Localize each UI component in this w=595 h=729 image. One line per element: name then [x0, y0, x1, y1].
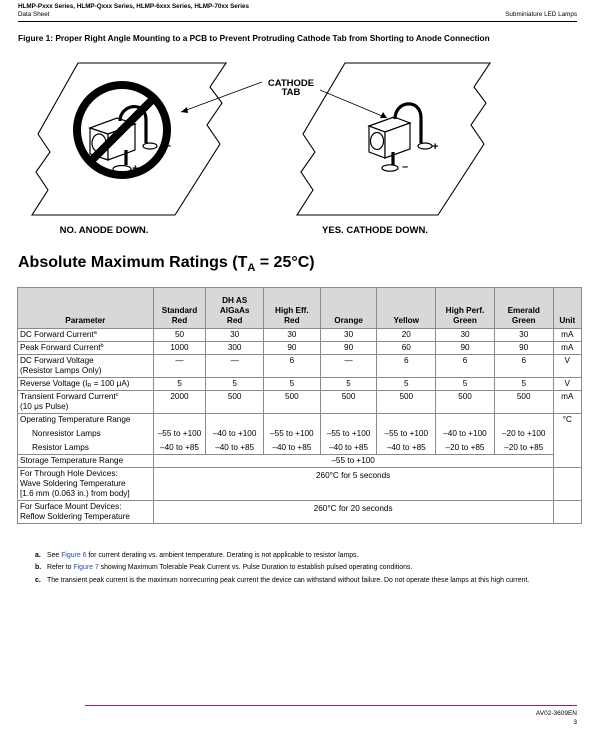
col-header-parameter: Parameter — [18, 288, 154, 329]
footnote-b: b. Refer to Figure 7 showing Maximum Tolerable Peak Current vs. Pulse Duration to establish pulsed operating conditions. — [35, 564, 413, 572]
col-header-dh-algaas-red: DH AS AlGaAs Red — [206, 288, 264, 329]
table-row: DC Forward Current$^a$ 50 30 30 30 20 30 30 mA — [18, 329, 582, 342]
table-row: For Surface Mount Devices: Reflow Soldering Temperature 260°C for 20 seconds — [18, 501, 582, 524]
doc-number: AV02-3609EN — [535, 710, 577, 717]
section-title — [18, 254, 315, 272]
header-series: HLMP-Pxxx Series, HLMP-Qxxx Series, HLMP-6xxx Series, HLMP-70xx Series — [18, 3, 249, 10]
table-row: Operating Temperature Range Nonresistor Lamps Resistor Lamps –55 to +100 –40 to +85 –40 to +100 –40 to +85 –55 to +100 –40 to +85 –55 to +100 –40 to +85 –55 to +100 –40 to +85 –40 to +100 –20 to +85 –20 to +100 –20 to +85 °C — [18, 414, 582, 455]
figure-6-link[interactable]: Figure 6 — [61, 552, 87, 559]
figure-7-link[interactable]: Figure 7 — [73, 564, 99, 572]
table-row: Storage Temperature Range –55 to +100 — [18, 455, 582, 468]
cathode-arrow-left — [181, 107, 188, 113]
cathode-callout-right — [320, 90, 387, 118]
left-caption: NO. ANODE DOWN. — [59, 225, 149, 236]
right-plus-sign: + — [432, 141, 439, 153]
col-header-orange: Orange — [320, 288, 377, 329]
ratings-table — [17, 287, 582, 524]
col-header-high-perf-green: High Perf. Green — [436, 288, 495, 329]
page-number: 3 — [573, 718, 577, 726]
cathode-label-line1: CATHODE — [267, 78, 315, 89]
section-title-sub: A — [247, 262, 256, 274]
figure-1-illustration — [0, 0, 595, 245]
section-title-end: = 25°C) — [255, 254, 315, 271]
right-led — [369, 104, 432, 171]
col-header-high-eff-red: High Eff. Red — [264, 288, 321, 329]
left-minus-sign: – — [165, 140, 172, 152]
figure-caption: Figure 1: Proper Right Angle Mounting to a PCB to Prevent Protruding Cathode Tab from Shorting to Anode Connection — [18, 33, 490, 43]
table-row: Peak Forward Current$^b$ 1000 300 90 90 60 90 90 mA — [18, 342, 582, 355]
col-header-yellow: Yellow — [377, 288, 436, 329]
cathode-callout-left — [181, 82, 262, 112]
cathode-label-line2: TAB — [281, 87, 301, 98]
col-header-emerald-green: Emerald Green — [494, 288, 553, 329]
footnote-c: c. The transient peak current is the maximum nonrecurring peak current the device can withstand without failure. Do not operate these lamps at this high current. — [35, 576, 530, 584]
right-minus-sign: – — [402, 161, 409, 173]
footnote-a: a. See Figure 6 for current derating vs. ambient temperature. Derating is not applicable to resistor lamps. — [35, 552, 359, 559]
section-title-main: Absolute Maximum Ratings (T — [18, 254, 248, 271]
table-footnotes — [35, 551, 565, 588]
table-header-row — [18, 288, 582, 329]
header-product: Subminiature LED Lamps — [505, 11, 577, 18]
right-caption: YES. CATHODE DOWN. — [322, 225, 428, 236]
col-header-standard-red: Standard Red — [153, 288, 206, 329]
table-row: Reverse Voltage ($I_R = 100$ μA) 5 5 5 5 5 5 5 V — [18, 378, 582, 391]
table-row: DC Forward Voltage (Resistor Lamps Only) — — 6 — 6 6 6 V — [18, 355, 582, 378]
table-row: For Through Hole Devices: Wave Soldering Temperature [1.6 mm (0.063 in.) from body] 260°C for 5 seconds — [18, 468, 582, 501]
page-footer — [536, 710, 577, 727]
left-plus-sign: + — [132, 163, 139, 175]
footer-rule — [85, 705, 577, 706]
cathode-arrow-right — [380, 112, 387, 118]
table-row: Transient Forward Current$^c$ (10 μs Pulse) 2000 500 500 500 500 500 500 mA — [18, 391, 582, 414]
col-header-unit: Unit — [553, 288, 581, 329]
header-doc-type: Data Sheet — [18, 11, 50, 18]
